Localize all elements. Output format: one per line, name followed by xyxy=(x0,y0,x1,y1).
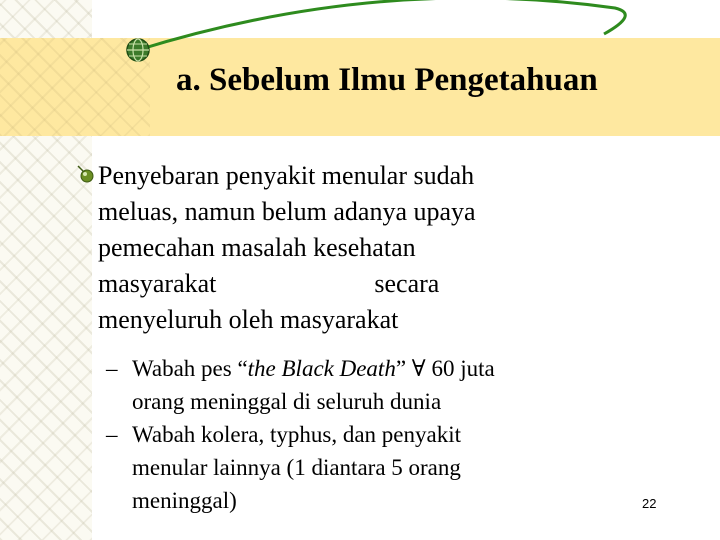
sub-text-italic: the Black Death xyxy=(247,356,396,381)
bullet-line: Penyebaran penyakit menular sudah xyxy=(98,161,475,190)
sub-text: menular lainnya (1 diantara 5 orang xyxy=(132,455,461,480)
sub-bullet-item xyxy=(106,352,562,418)
sub-text: orang meninggal di seluruh dunia xyxy=(132,389,442,414)
forall-symbol: ∀ xyxy=(411,356,426,381)
bullet-line: pemecahan masalah kesehatan xyxy=(98,233,416,262)
main-bullet-text xyxy=(98,158,578,338)
bullet-line: menyeluruh oleh masyarakat xyxy=(98,305,399,334)
sub-bullet-item xyxy=(106,418,562,517)
sub-text: Wabah kolera, typhus, dan penyakit xyxy=(132,422,461,447)
bullet-line: secara xyxy=(374,269,440,298)
sub-text: 60 juta xyxy=(425,356,495,381)
globe-icon xyxy=(127,39,149,61)
dash-marker: – xyxy=(106,422,118,447)
sub-text: ” xyxy=(395,356,412,381)
bullet-line: masyarakat xyxy=(98,269,217,298)
dash-marker: – xyxy=(106,356,118,381)
page-number: 22 xyxy=(642,496,657,511)
sub-bullet-list xyxy=(106,352,562,517)
bullet-line: meluas, namun belum adanya upaya xyxy=(98,197,476,226)
slide-title: a. Sebelum Ilmu Pengetahuan xyxy=(176,62,598,98)
main-bullet xyxy=(98,158,578,338)
sub-text: Wabah pes “ xyxy=(132,356,248,381)
bullet-icon xyxy=(76,164,96,184)
sub-text: meninggal) xyxy=(132,488,237,513)
